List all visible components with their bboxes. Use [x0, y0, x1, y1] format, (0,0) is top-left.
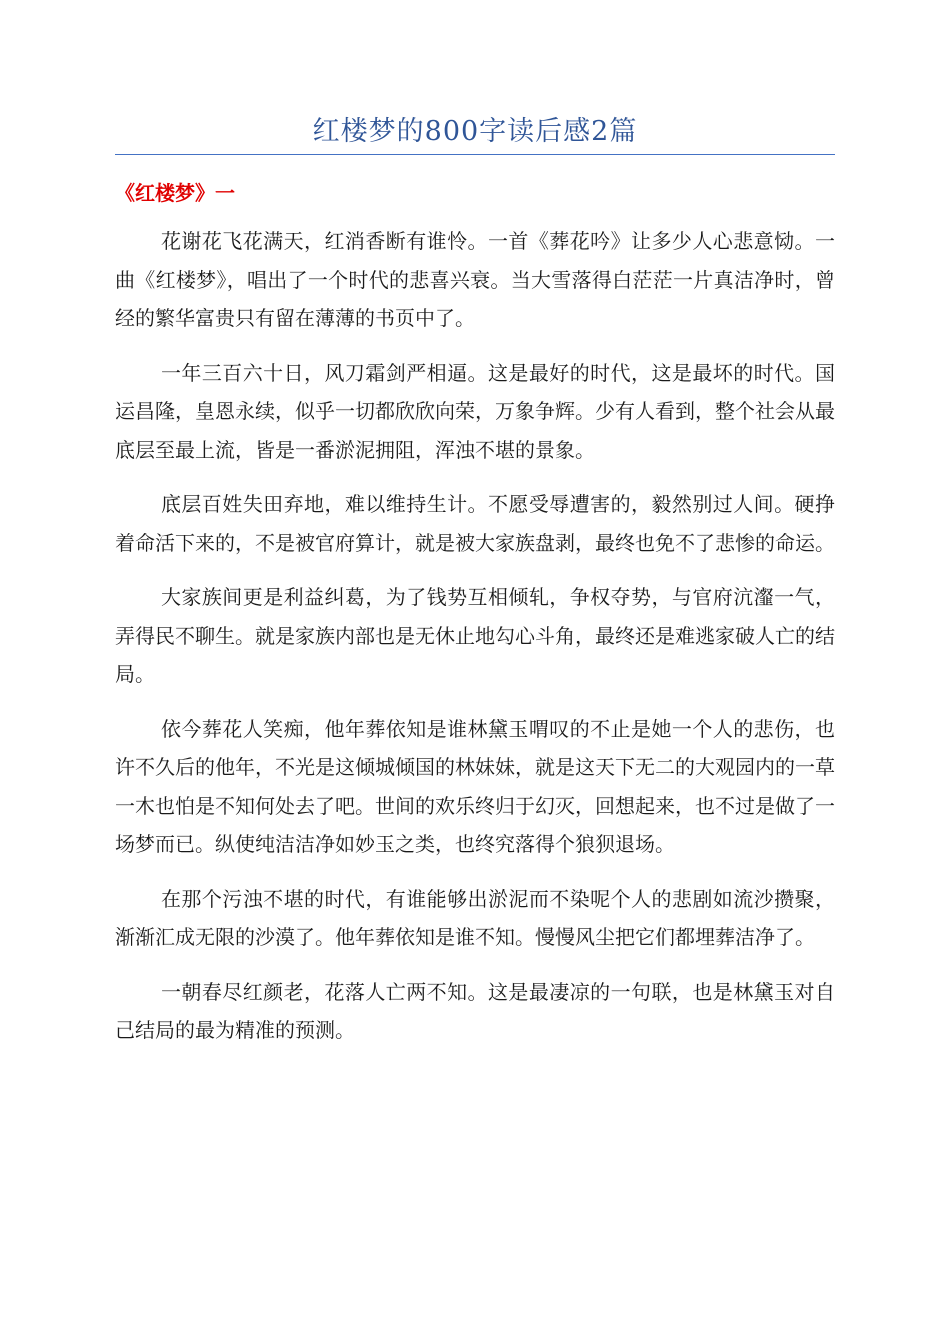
paragraph: 在那个污浊不堪的时代，有谁能够出淤泥而不染呢个人的悲剧如流沙攒聚，渐渐汇成无限的沙漠了。他年葬依知是谁不知。慢慢风尘把它们都埋葬洁净了。	[115, 886, 835, 949]
paragraph: 大家族间更是利益纠葛，为了钱势互相倾轧，争权夺势，与官府沆瀣一气，弄得民不聊生。就是家族内部也是无休止地勾心斗角，最终还是难逃家破人亡的结局。	[115, 585, 835, 686]
document-body	[115, 222, 835, 1066]
paragraph: 依今葬花人笑痴，他年葬依知是谁林黛玉喟叹的不止是她一个人的悲伤，也许不久后的他年，不光是这倾城倾国的林妹妹，就是这天下无二的大观园内的一草一木也怕是不知何处去了吧。世间的欢乐终归于幻灭，回想起来，也不过是做了一场梦而已。纵使纯洁洁净如妙玉之类，也终究落得个狼狈退场。	[115, 716, 835, 856]
document-title: 红楼梦的800字读后感2篇	[312, 116, 638, 147]
title-underline	[115, 154, 835, 155]
paragraph: 一年三百六十日，风刀霜剑严相逼。这是最好的时代，这是最坏的时代。国运昌隆，皇恩永续，似乎一切都欣欣向荣，万象争辉。少有人看到，整个社会从最底层至最上流，皆是一番淤泥拥阻，浑浊不堪的景象。	[115, 360, 835, 462]
section-heading: 《红楼梦》一	[115, 181, 235, 205]
paragraph: 底层百姓失田弃地，难以维持生计。不愿受辱遭害的，毅然别过人间。硬挣着命活下来的，不是被官府算计，就是被大家族盘剥，最终也免不了悲惨的命运。	[115, 492, 835, 555]
paragraph: 一朝春尽红颜老，花落人亡两不知。这是最凄凉的一句联，也是林黛玉对自己结局的最为精准的预测。	[115, 979, 835, 1042]
paragraph: 花谢花飞花满天，红消香断有谁怜。一首《葬花吟》让多少人心悲意恸。一曲《红楼梦》，唱出了一个时代的悲喜兴衰。当大雪落得白茫茫一片真洁净时，曾经的繁华富贵只有留在薄薄的书页中了。	[115, 229, 835, 330]
